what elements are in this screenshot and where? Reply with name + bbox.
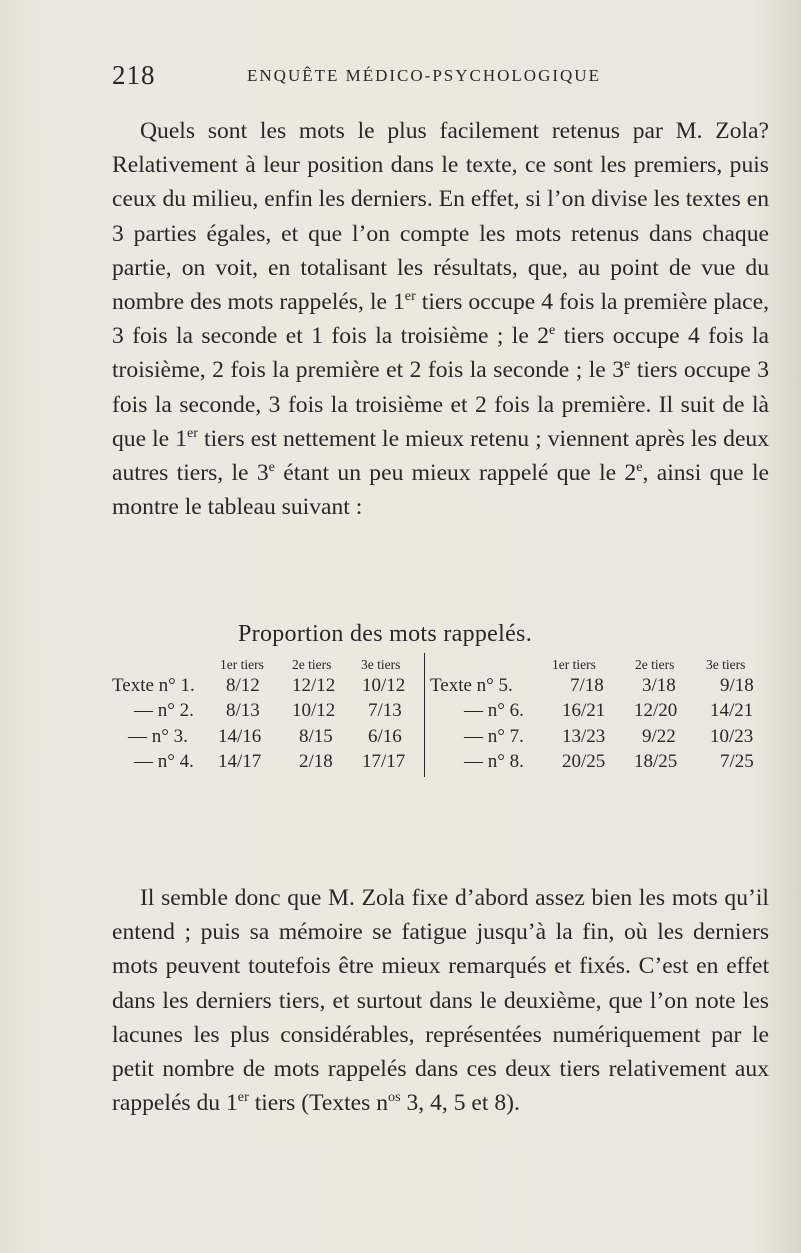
row-label: — n° 7. [464, 725, 524, 747]
table-row [112, 700, 424, 725]
superscript: e [636, 459, 643, 476]
table-row [424, 751, 774, 776]
row-label: — n° 6. [464, 700, 524, 722]
cell-value: 14/17 [218, 750, 262, 772]
running-head: ENQUÊTE MÉDICO-PSYCHOLOGIQUE [247, 66, 601, 85]
paragraph-1 [112, 114, 769, 524]
row-label: Texte n° 5. [430, 675, 513, 696]
column-header: 1er tiers [220, 657, 264, 672]
table-header-row [424, 653, 774, 675]
text-run: tiers (Textes n [248, 1090, 389, 1117]
superscript: e [549, 322, 556, 339]
cell-value: 16/21 [562, 700, 606, 722]
column-header: 2e tiers [635, 657, 675, 672]
cell-value: 12/20 [634, 700, 678, 722]
table-caption: Proportion des mots rappelés. [238, 621, 532, 647]
cell-value: 6/16 [368, 725, 402, 747]
cell-value: 14/21 [710, 700, 754, 722]
paragraph-1-text [112, 114, 769, 524]
superscript: os [388, 1089, 401, 1106]
cell-value: 9/22 [642, 725, 676, 747]
table-row [424, 675, 774, 700]
row-label: — n° 3. [128, 725, 188, 747]
page-header [112, 60, 772, 100]
cell-value: 20/25 [562, 750, 606, 772]
cell-value: 10/12 [292, 700, 336, 722]
row-label: Texte n° 1. [112, 675, 195, 696]
superscript: e [624, 356, 631, 373]
text-run: 3, 4, 5 et 8). [400, 1090, 520, 1117]
cell-value: 14/16 [218, 725, 262, 747]
text-run: tiers occupe 4 fois la première place, 3 fois la seconde et 1 fois la troisième ; le 2 [112, 289, 769, 350]
superscript: er [237, 1089, 249, 1106]
superscript: e [268, 459, 275, 476]
text-run: Quels sont les mots le plus facilement retenus par M. Zola? Relativement à leur position dans le texte, ce sont les premiers, puis ceux du milieu, enfin les derniers. En effet, si l’on divise les textes en 3 parties égales, et que l’on compte les mots retenus dans chaque partie, on voit, en totalisant les résultats, que, au point de vue du nombre des mots rappelés, le 1 [112, 118, 769, 316]
table-row [424, 726, 774, 751]
column-header: 3e tiers [361, 657, 401, 672]
superscript: er [187, 424, 198, 441]
cell-value: 12/12 [292, 675, 336, 696]
table-row [112, 675, 424, 700]
page-number: 218 [112, 60, 156, 90]
text-run: , ainsi que le montre le tableau suivant : [112, 460, 770, 521]
column-header: 1er tiers [552, 657, 596, 672]
text-run: tiers occupe 4 fois la troisième, 2 fois la première et 2 fois la seconde ; le 3 [112, 323, 769, 384]
superscript: er [404, 288, 416, 305]
row-label: — n° 2. [134, 700, 194, 722]
cell-value: 8/13 [226, 700, 260, 722]
table-row [112, 751, 424, 776]
table-header-row [112, 653, 424, 675]
cell-value: 10/12 [362, 675, 406, 696]
table-right [424, 653, 774, 777]
cell-value: 10/23 [710, 725, 754, 747]
cell-value: 7/18 [570, 675, 604, 696]
cell-value: 2/18 [299, 750, 333, 772]
cell-value: 3/18 [642, 675, 676, 696]
cell-value: 7/25 [720, 750, 754, 772]
cell-value: 9/18 [720, 675, 754, 696]
column-header: 3e tiers [706, 657, 746, 672]
cell-value: 13/23 [562, 725, 606, 747]
table-row [424, 700, 774, 725]
row-label: — n° 4. [134, 750, 194, 772]
cell-value: 18/25 [634, 750, 678, 772]
table-row [112, 726, 424, 751]
text-run: tiers est nettement le mieux retenu ; viennent après les deux autres tiers, le 3 [112, 425, 770, 487]
text-run: tiers occupe 3 fois la seconde, 3 fois la troisième et 2 fois la première. Il suit de là que le 1 [112, 357, 769, 452]
paragraph-2 [112, 881, 769, 1120]
paragraph-2-text [112, 881, 769, 1120]
cell-value: 17/17 [362, 750, 406, 772]
cell-value: 7/13 [368, 700, 402, 722]
cell-value: 8/12 [226, 675, 260, 696]
row-label: — n° 8. [464, 750, 524, 772]
text-run: Il semble donc que M. Zola fixe d’abord assez bien les mots qu’il entend ; puis sa mémoire se fatigue jusqu’à la fin, où les derniers mots peuvent toutefois être mieux remarqués et fixés. C’est en effet dans les derniers tiers, et surtout dans le deuxième, que l’on note les lacunes les plus considérables, représentées numériquement par le petit nombre de mots rappelés dans ces deux tiers relativement aux rappelés du 1 [112, 885, 769, 1117]
text-run: étant un peu mieux rappelé que le 2 [274, 460, 637, 487]
cell-value: 8/15 [299, 725, 333, 747]
table-left [112, 653, 425, 777]
column-header: 2e tiers [292, 657, 332, 672]
